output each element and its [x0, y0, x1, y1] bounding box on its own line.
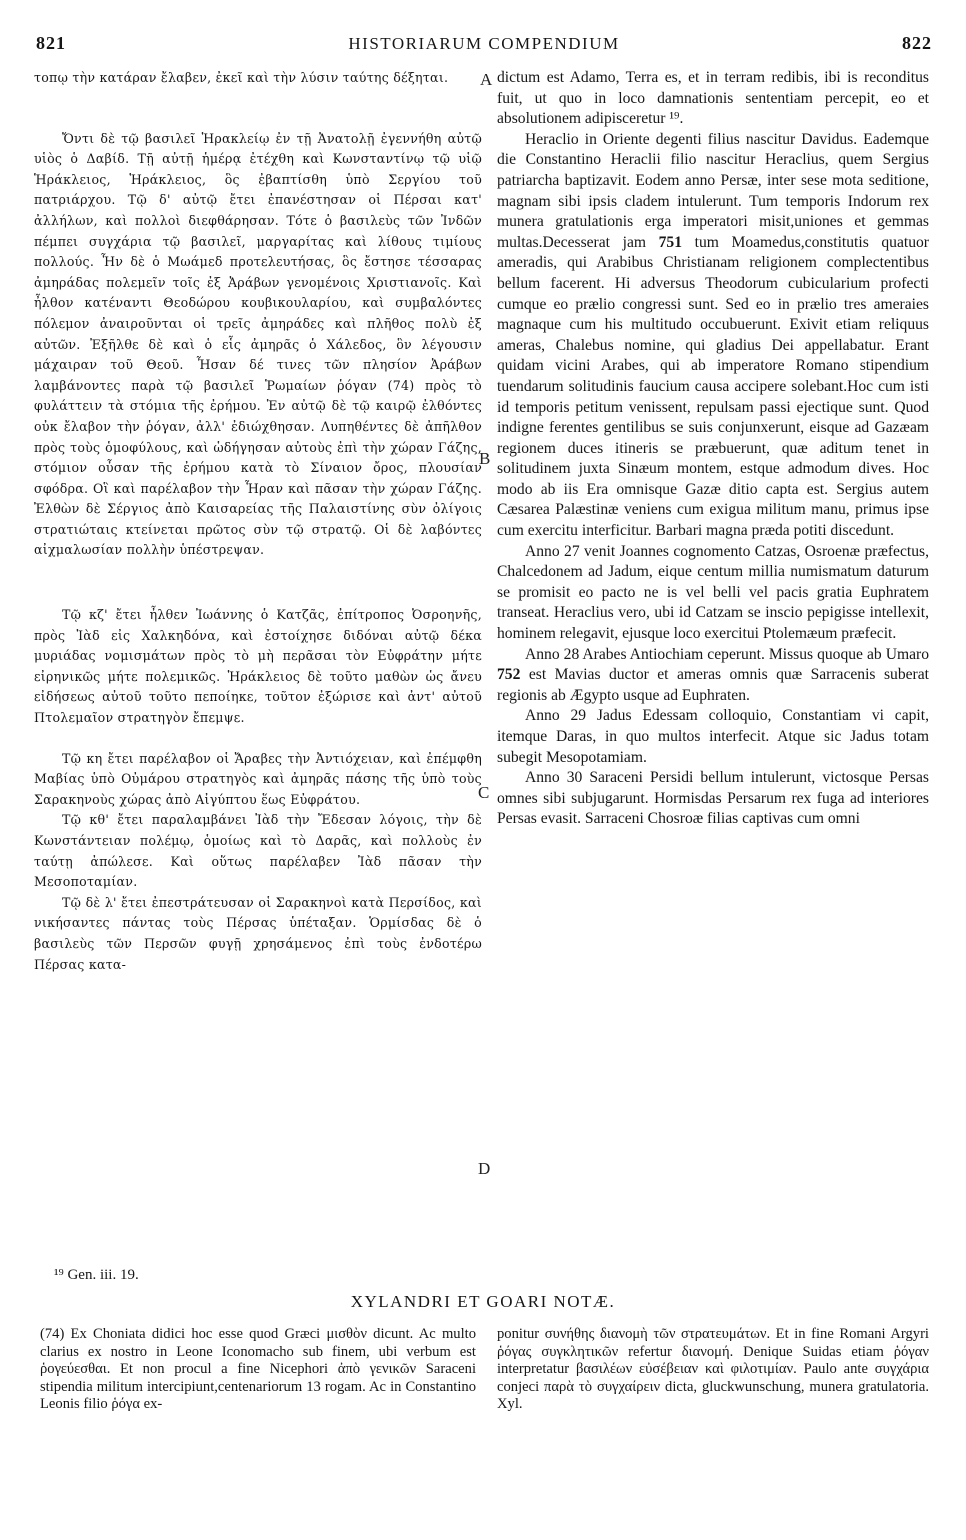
latin-paragraph-1: dictum est Adamo, Terra es, et in terram redibis, ibi is reconditus fuit, ut quo in loco damnationis sententiam percepit, eo et absolutionem adipisceretur ¹⁹.	[497, 69, 929, 128]
latin-paragraph-6: Anno 30 Saraceni Persidi bellum intulerunt, victosque Persas omnes sibi subjugarunt. Hormisdas Persarum rex fuga ad interiores Persas evasit. Sarraceni Chosroæ filias captivas cum omni	[497, 769, 929, 828]
greek-paragraph-2: Ὄντι δὲ τῷ βασιλεῖ Ἡρακλείῳ ἐν τῇ Ἀνατολῇ ἐγεννήθη αὐτῷ υἱὸς ὁ Δαβίδ. Τῇ αὐτῇ ἡμέρᾳ ἐτέχθη καὶ Κωνσταντίνῳ τῷ υἱῷ Ἡράκλειος, Ἡράκλειος, ὃς ἐβαπτίσθη ὑπὸ Σεργίου τοῦ πατριάρχου. Τῷ δ' αὐτῷ ἔτει ἐπανέστησαν οἱ Πέρσαι κατ' ἀλλήλων, καὶ πολλοὶ διεφθάρησαν. Τότε ὁ βασιλεὺς τῶν Ἰνδῶν πέμπει συγχάρια τῷ βασιλεῖ, μαργαρίτας καὶ λίθους τιμίους πολλούς. Ἦν δὲ ὁ Μωάμεδ προτελευτήσας, ὃς ἔστησε τέσσαρας ἀμηράδας πολεμεῖν τοῖς ἐξ Ἀράβων γενομένοις Χριστιανοῖς. Καὶ ἦλθον κατέναντι Θεοδώρου κουβικουλαρίου, καὶ συμβαλόντες πόλεμον ἀναιροῦνται οἱ τρεῖς ἀμηράδες καὶ πλῆθος πολὺ ἐξ αὐτῶν. Ἐξῆλθε δὲ καὶ ὁ εἷς ἀμηρᾶς ὁ Χάλεδος, ὃν λέγουσιν μάχαιραν τοῦ Θεοῦ. Ἦσαν δέ τινες τῶν πλησίον Ἀράβων λαμβάνοντες παρὰ τῷ βασιλεῖ Ῥωμαίων ῥόγαν (74) πρὸς τὸ φυλάττειν τὰ στόμια τῆς ἐρήμου. Ἐν αὐτῷ δὲ τῷ καιρῷ ἐλθόντες οὐκ ἔλαβον τὴν ῥόγαν, ἀλλ' ἐδιώχθησαν. Λυπηθέντες δὲ ἀπῆλθον πρὸς τοὺς ὁμοφύλους, καὶ ὡδήγησαν αὐτοὺς ἐπὶ τὴν χώραν Γάζης, στόμιον οὖσαν τῆς ἐρήμου κατὰ τὸ Σίναιον ὄρος, πλουσίαν σφόδρα. Οἳ καὶ παρέλαβον τὴν Ἧραν καὶ πᾶσαν τὴν χώραν Γάζης. Ἐλθὼν δὲ Σέργιος ἀπὸ Καισαρείας τῆς Παλαιστίνης σὺν ὀλίγοις στρατιώταις κτείνεται πρῶτος σὺν τῷ στρατῷ. Οἱ δὲ λαβόντες αἰχμαλωσίαν πολλὴν ὑπέστρεψαν.	[34, 130, 482, 558]
notes-title: XYLANDRI ET GOARI NOTÆ.	[350, 1292, 616, 1311]
latin-paragraph-4	[497, 645, 929, 707]
notes-left-column	[40, 1326, 476, 1414]
latin-paragraph-4-part-a: Anno 28 Arabes Antiochiam ceperunt. Missus quoque ab Umaro	[525, 645, 929, 663]
greek-paragraph-4: Τῷ κη ἔτει παρέλαβον οἱ Ἄραβες τὴν Ἀντιόχειαν, καὶ ἐπέμφθη Μαβίας ὑπὸ Οὐμάρου στρατηγὸς καὶ ἀμηρᾶς πάσης τῆς ὑπὸ τοὺς Σαρακηνοὺς χώρας ἀπὸ Αἰγύπτου ἕως Εὐφράτου.	[34, 750, 482, 807]
note-74-text: (74) Ex Choniata didici hoc esse quod Græci μισθὸν dicunt. Ac multo clarius ex nostro in Leone Iconomacho sub finem, ubi verbum est ῥογεύεσθαι. Et non procul a fine Nicephori ἀπὸ γενικῶν Saraceni stipendia militum intercipiunt,centenariorum 13 rogam. Ac in Constantino Leonis filio ῥόγα ex-	[40, 1326, 476, 1413]
greek-paragraph-6: Τῷ δὲ λ' ἔτει ἐπεστράτευσαν οἱ Σαρακηνοὶ κατὰ Περσίδος, καὶ νικήσαντες πάντας τοὺς Πέρσας ὑπέταξαν. Ὁρμίσδας δὲ ὁ βασιλεὺς τῶν Περσῶν φυγῇ χρησάμενος ἐπὶ τοὺς ἐνδοτέρω Πέρσας κατα-	[34, 894, 482, 972]
greek-column	[34, 68, 482, 975]
latin-paragraph-2-part-a: Heraclio in Oriente degenti filius nascitur Davidus. Eademque die Constantino Heraclii filio nascitur Heraclius, quem Sergius patriarcha baptizavit. Eodem anno Persæ, inter sese mota seditione, magnam sibi ipsis cladem intulerunt. Tum temporis Indorum rex munera gratulationis erga imperatori misit,uniones et gemmas multas.Decesserat jam	[497, 130, 929, 251]
note-74-continued: ponitur συνήθης διανομὴ τῶν στρατευμάτων. Et in fine Romani Argyri ῥόγας συγκλητικῶν refertur διανομή. Denique Suidas etiam ῥόγαν interpretatur βασιλέων εὐσέβειαν καὶ φιλοτιμίαν. Paulo ante συγχάρια conjeci παρὰ τὸ συγχαίρειν dicta, gluckwunschung, munera gratulatoria. Xyl.	[497, 1326, 929, 1413]
footnote: ¹⁹ Gen. iii. 19.	[54, 1267, 139, 1283]
column-number-752: 752	[497, 666, 521, 684]
latin-paragraph-2-part-b: tum Moamedus,constitutis quatuor ameradis, qui Arabibus Christianam religionem complectentibus bellum facerent. Hi adversus Theodorum cubicularium profecti cumque eo prælio congressi sunt. Sed eo in prælio tres ameraies magnaque cum his multitudo occubuerunt. Exivit etiam reliquus ameras, Chalebus nomine, qui gladius Dei appellabatur. Erant quidam vicini Arabes, qui ab imperatore Romano stipendium tuendarum solitudinis faucium causa accipere solebant.Hoc cum isti id temporis petitum venissent, repulsam passi ejectique sunt. Quod indigne ferentes gentilibus se suis conjunxerunt, eisque ad Gazæam regionem duces itineris se præbuerunt, quæ aditum tenet in solitudinem juxta Sinæum montem, estque admodum dives. Hoc modo ab iis Era omnisque Gazæ ditio capta est. Sergius autem Cæsarea Palæstinæ veniens cum exigua militum manu, primus ipse cum exercitu interficitur. Barbari magna præda potiti discedunt.	[497, 233, 930, 540]
latin-column	[497, 68, 929, 830]
running-header	[36, 33, 932, 59]
page-number-left: 821	[36, 33, 66, 53]
latin-paragraph-4-part-b: est Mavias ductor et ameras omnis quæ Sarracenis suberat regionis ab Ægypto usque ad Euphraten.	[497, 666, 929, 704]
column-number-751: 751	[658, 233, 682, 251]
greek-paragraph-1: τοπῳ τὴν κατάραν ἔλαβεν, ἐκεῖ καὶ τὴν λύσιν ταύτης δέξηται.	[34, 70, 449, 85]
margin-marker-b: B	[479, 449, 491, 468]
notes-right-column	[497, 1326, 929, 1414]
greek-paragraph-3: Τῷ κζ' ἔτει ἦλθεν Ἰωάννης ὁ Κατζᾶς, ἐπίτροπος Ὀσροηνῆς, πρὸς Ἰὰδ εἰς Χαλκηδόνα, καὶ ἐστοίχησε διδόναι αὐτῷ δέκα μυριάδας νομισμάτων πρὸς τὸ μὴ περᾶσαι τὸν Εὐφράτην μήτε εἰρηνικῶς μήτε πολεμικῶς. Ἡράκλειος δὲ τοῦτο μαθὼν ὡς ἄνευ εἰδήσεως αὐτοῦ τοῦτο πεποίηκε, τοῦτον ἐξώρισε καὶ ἀντ' αὐτοῦ Πτολεμαῖον στρατηγὸν ἔπεμψε.	[34, 607, 482, 726]
margin-marker-a: A	[480, 70, 493, 89]
running-title: HISTORIARUM COMPENDIUM	[348, 34, 620, 53]
greek-paragraph-5: Τῷ κθ' ἔτει παραλαμβάνει Ἰὰδ τὴν Ἔδεσαν λόγοις, τὴν δὲ Κωνστάντειαν πολέμῳ, ὁμοίως καὶ τὸ Δαρᾶς, καὶ πολλοὺς ἐν ταύτῃ ἀπώλεσε. Καὶ οὕτως παρέλαβεν Ἰὰδ πᾶσαν τὴν Μεσοποταμίαν.	[34, 812, 482, 890]
margin-marker-d: D	[478, 1159, 491, 1178]
margin-marker-c: C	[478, 783, 490, 802]
latin-paragraph-5: Anno 29 Jadus Edessam colloquio, Constantiam vi capit, itemque Daras, in quo multos interfecit. Atque sic Jadus totam subegit Mesopotamiam.	[497, 707, 929, 766]
page-number-right: 822	[902, 33, 932, 53]
latin-paragraph-2	[497, 130, 929, 542]
latin-paragraph-3: Anno 27 venit Joannes cognomento Catzas, Osroenæ præfectus, Chalcedonem ad Jadum, eique centum millia numismatum daturum se promisit eo pacto ne is vel belli vel pacis gratia Euphratem transeat. Heraclius vero, ubi id Catzam se inscio pepigisse intellexit, hominem relegavit, ejusque loco exercitui Ptolemæum præfecit.	[497, 542, 929, 643]
